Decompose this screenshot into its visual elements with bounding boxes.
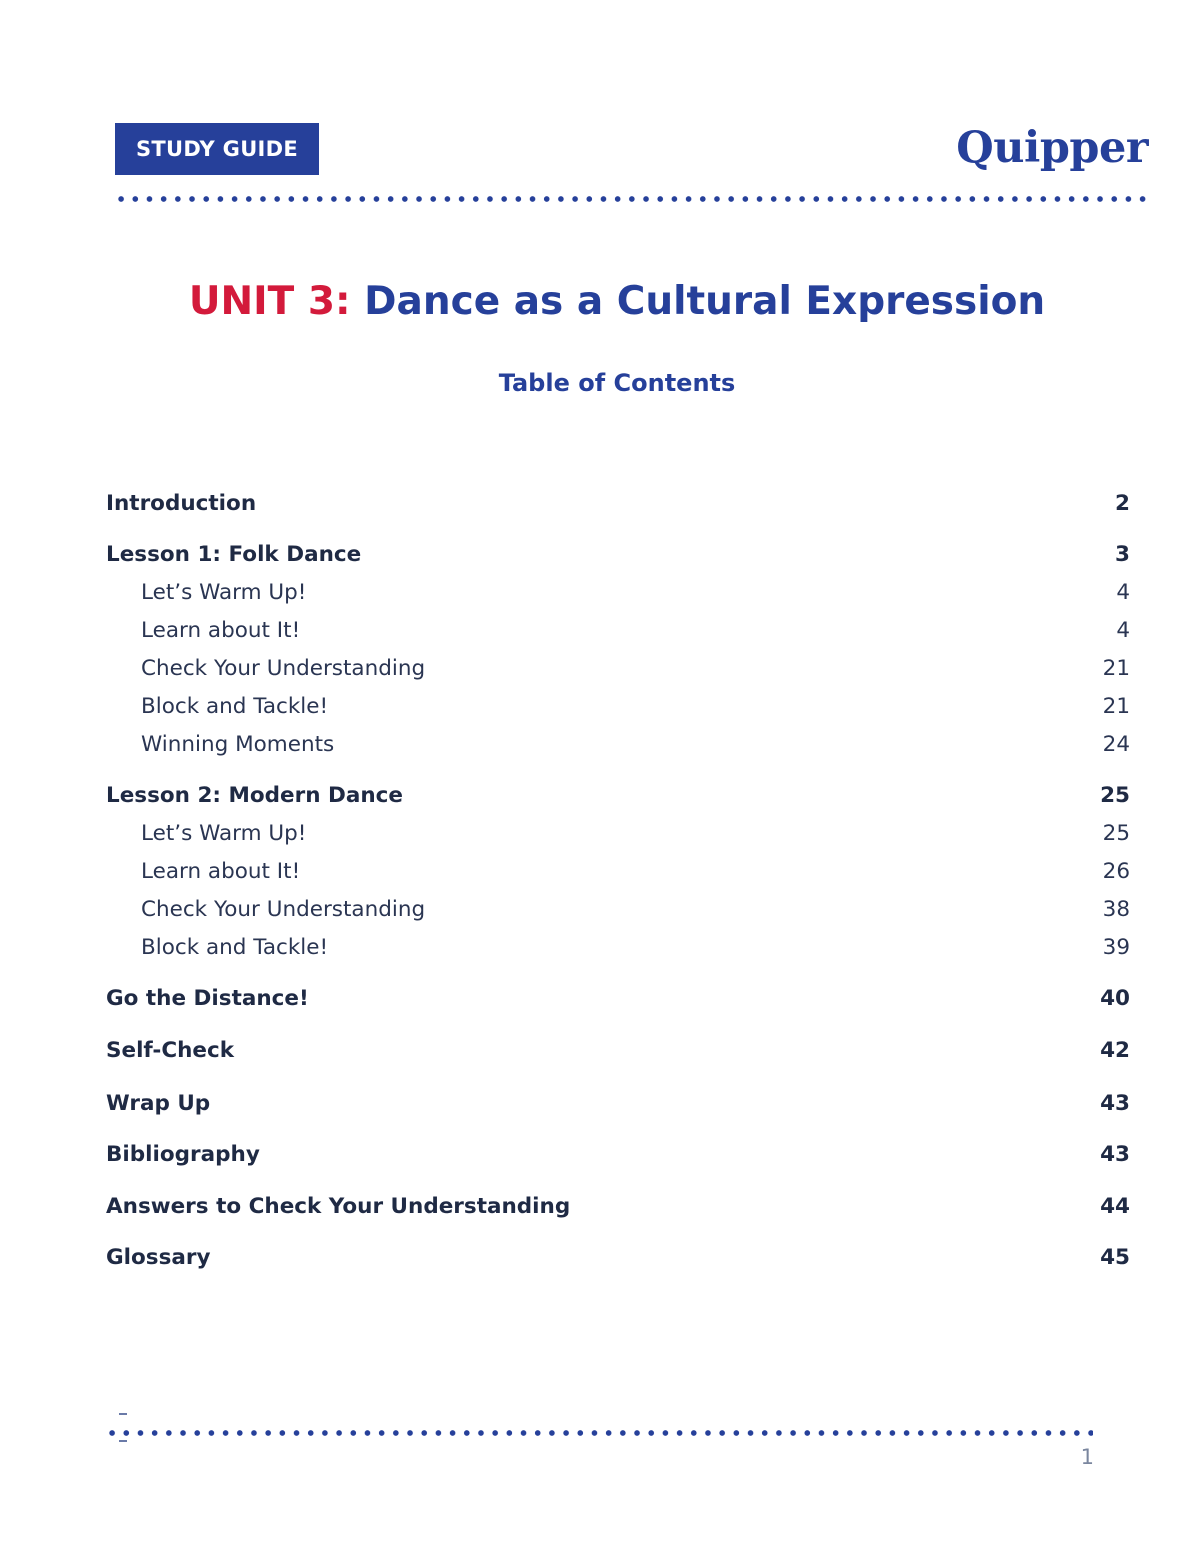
toc-entry-label: Learn about It!	[141, 617, 301, 643]
toc-entry[interactable]	[106, 1033, 1130, 1067]
toc-entry-label: Check Your Understanding	[141, 896, 426, 922]
toc-entry-page: 43	[1100, 1141, 1130, 1167]
toc-entry-page: 21	[1102, 655, 1130, 681]
toc-entry-label: Bibliography	[106, 1141, 260, 1167]
toc-entry-page: 4	[1116, 617, 1130, 643]
toc-entry-label: Introduction	[106, 490, 257, 516]
toc-subentry[interactable]	[106, 854, 1130, 888]
toc-entry-page: 45	[1100, 1244, 1130, 1270]
toc-entry[interactable]	[106, 1189, 1130, 1223]
unit-title: Dance as a Cultural Expression	[364, 279, 1046, 324]
toc-heading: Table of Contents	[498, 369, 736, 397]
footer-marker	[119, 1440, 127, 1442]
toc-entry-label: Let’s Warm Up!	[141, 579, 307, 605]
toc-entry-label: Learn about It!	[141, 858, 301, 884]
toc-entry-label: Let’s Warm Up!	[141, 820, 307, 846]
toc-entry-label: Block and Tackle!	[141, 934, 329, 960]
footer-dotted-divider	[105, 1430, 1093, 1436]
toc-subentry[interactable]	[106, 816, 1130, 850]
toc-entry-label: Winning Moments	[141, 731, 335, 757]
toc-entry[interactable]	[106, 537, 1130, 571]
toc-entry-page: 44	[1100, 1193, 1130, 1219]
toc-entry-page: 21	[1102, 693, 1130, 719]
toc-entry-label: Lesson 2: Modern Dance	[106, 782, 404, 808]
toc-entry-page: 39	[1102, 934, 1130, 960]
toc-entry[interactable]	[106, 1137, 1130, 1171]
toc-subentry[interactable]	[106, 892, 1130, 926]
toc-entry-page: 42	[1100, 1037, 1130, 1063]
toc-entry-label: Answers to Check Your Understanding	[106, 1193, 571, 1219]
toc-entry-page: 4	[1116, 579, 1130, 605]
table-of-contents	[106, 0, 1130, 1553]
toc-entry-page: 2	[1115, 490, 1130, 516]
toc-entry[interactable]	[106, 778, 1130, 812]
toc-entry-label: Check Your Understanding	[141, 655, 426, 681]
toc-entry[interactable]	[106, 486, 1130, 520]
page-number: 1	[1080, 1445, 1094, 1469]
toc-entry-page: 24	[1102, 731, 1130, 757]
toc-entry-page: 25	[1100, 782, 1130, 808]
toc-entry-label: Wrap Up	[106, 1090, 211, 1116]
toc-subentry[interactable]	[106, 689, 1130, 723]
toc-subentry[interactable]	[106, 613, 1130, 647]
toc-entry-page: 26	[1102, 858, 1130, 884]
toc-entry-page: 3	[1115, 541, 1130, 567]
unit-number-label: UNIT 3:	[188, 279, 351, 324]
toc-entry-page: 40	[1100, 985, 1130, 1011]
toc-subentry[interactable]	[106, 727, 1130, 761]
toc-entry-label: Glossary	[106, 1244, 211, 1270]
toc-entry-page: 25	[1102, 820, 1130, 846]
toc-subentry[interactable]	[106, 930, 1130, 964]
toc-entry-label: Go the Distance!	[106, 985, 309, 1011]
toc-entry[interactable]	[106, 981, 1130, 1015]
toc-subentry[interactable]	[106, 575, 1130, 609]
footer-marker	[119, 1413, 127, 1415]
toc-entry[interactable]	[106, 1086, 1130, 1120]
toc-subentry[interactable]	[106, 651, 1130, 685]
toc-entry-label: Lesson 1: Folk Dance	[106, 541, 362, 567]
toc-entry[interactable]	[106, 1240, 1130, 1274]
toc-entry-label: Self-Check	[106, 1037, 235, 1063]
quipper-logo: Quipper	[956, 123, 1148, 173]
toc-entry-page: 43	[1100, 1090, 1130, 1116]
toc-entry-label: Block and Tackle!	[141, 693, 329, 719]
toc-entry-page: 38	[1102, 896, 1130, 922]
study-guide-badge: STUDY GUIDE	[115, 123, 319, 175]
